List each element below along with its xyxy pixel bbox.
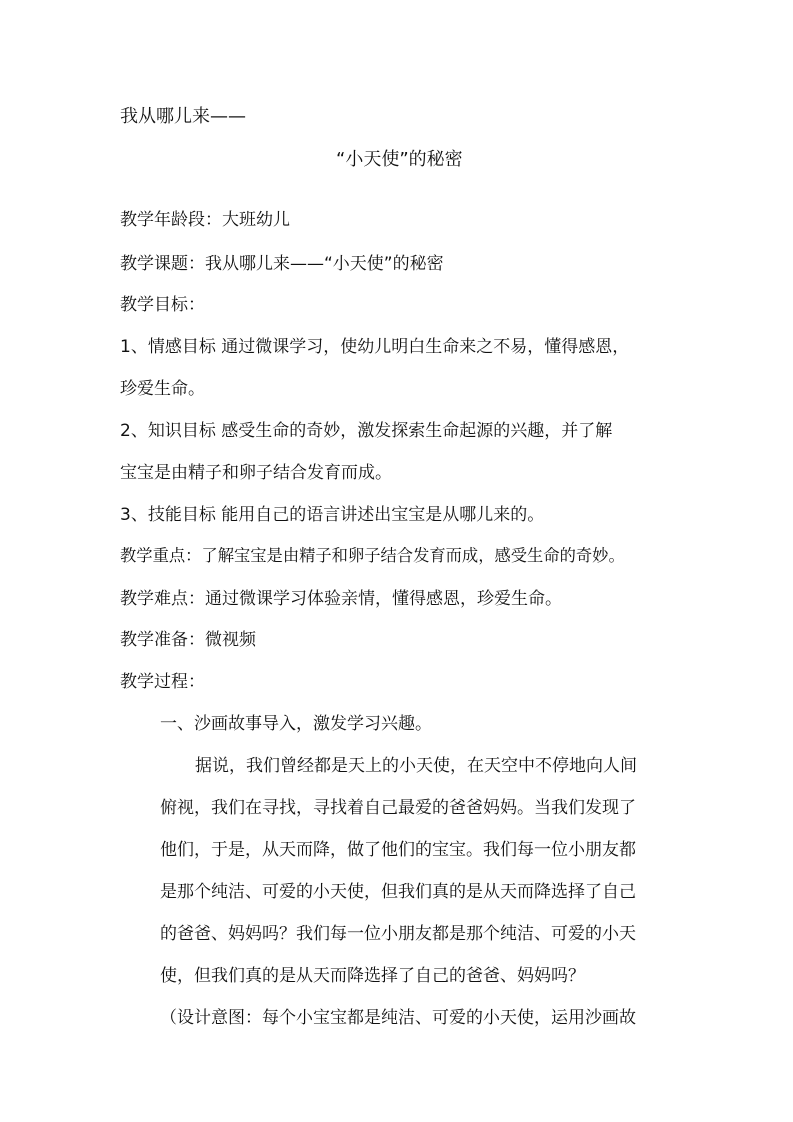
- paragraph-line: 俯视，我们在寻找，寻找着自己最爱的爸爸妈妈。当我们发现了: [160, 798, 636, 818]
- text-line-process-heading: 教学过程：: [120, 672, 205, 692]
- text-line-topic: 教学课题：我从哪儿来——“小天使”的秘密: [120, 254, 444, 274]
- text-line-key-points: 教学重点：了解宝宝是由精子和卵子结合发育而成，感受生命的奇妙。: [120, 546, 625, 565]
- text-line-goals-heading: 教学目标：: [120, 295, 205, 315]
- design-intent-line: （设计意图：每个小宝宝都是纯洁、可爱的小天使，运用沙画故: [160, 1008, 636, 1028]
- text-line-goal-2: 2、知识目标 感受生命的奇妙，激发探索生命起源的兴趣，并了解: [120, 421, 613, 441]
- text-line-goal-3: 3、技能目标 能用自己的语言讲述出宝宝是从哪儿来的。: [120, 505, 545, 525]
- paragraph-line: 他们，于是，从天而降，做了他们的宝宝。我们每一位小朋友都: [160, 840, 636, 860]
- paragraph-line: 的爸爸、妈妈吗？我们每一位小朋友都是那个纯洁、可爱的小天: [160, 924, 636, 944]
- paragraph-line: 使，但我们真的是从天而降选择了自己的爸爸、妈妈吗？: [160, 966, 585, 986]
- text-line-goal-1-cont: 珍爱生命。: [120, 379, 205, 399]
- title-line-1: 我从哪儿来——: [120, 106, 246, 127]
- text-line-age-group: 教学年龄段：大班幼儿: [120, 210, 290, 230]
- paragraph-line: 是那个纯洁、可爱的小天使，但我们真的是从天而降选择了自己: [160, 882, 636, 902]
- text-line-goal-2-cont: 宝宝是由精子和卵子结合发育而成。: [120, 463, 392, 483]
- text-line-step-1: 一、沙画故事导入，激发学习兴趣。: [160, 714, 432, 734]
- paragraph-line: 据说，我们曾经都是天上的小天使，在天空中不停地向人间: [195, 756, 637, 776]
- title-line-2: “小天使”的秘密: [336, 149, 463, 170]
- text-line-goal-1: 1、情感目标 通过微课学习，使幼儿明白生命来之不易，懂得感恩，: [120, 337, 630, 357]
- text-line-preparation: 教学准备：微视频: [120, 630, 256, 650]
- text-line-difficulties: 教学难点：通过微课学习体验亲情，懂得感恩，珍爱生命。: [120, 589, 562, 609]
